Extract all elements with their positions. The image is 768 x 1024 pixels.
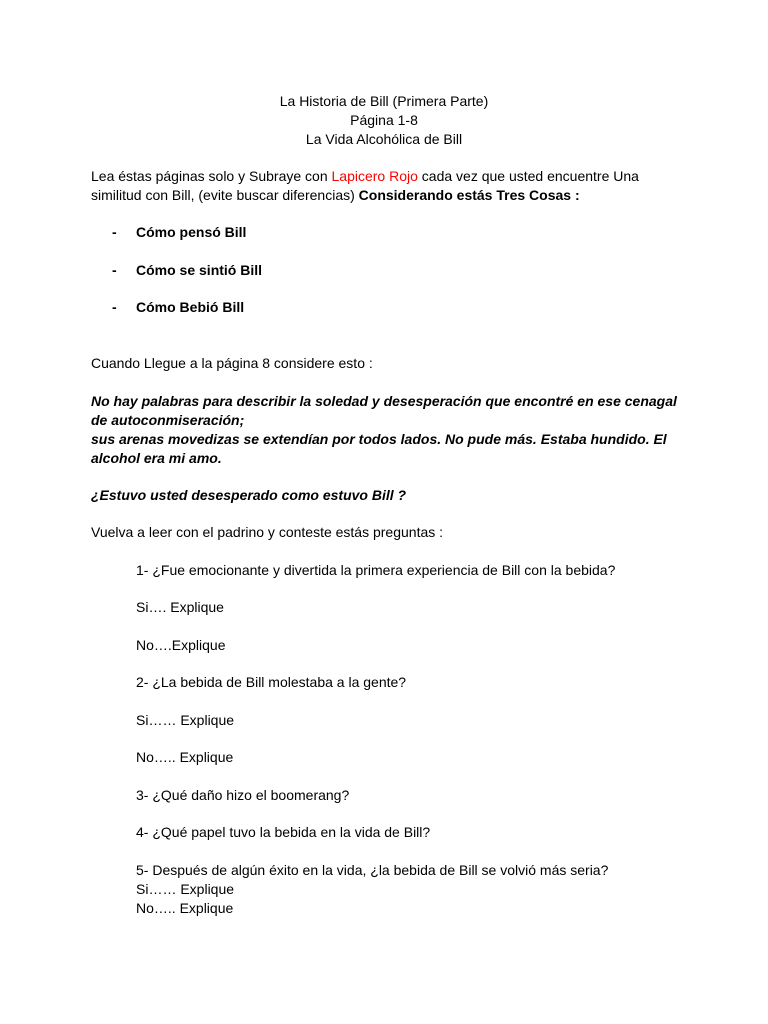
intro-line-2	[91, 187, 580, 203]
question-2-no: No….. Explique	[136, 749, 234, 765]
intro-text-2: cada vez que usted encuentre Una	[417, 168, 639, 184]
intro-bold-text: Considerando estás Tres Cosas :	[358, 187, 580, 203]
document-subtitle: La Vida Alcohólica de Bill	[305, 131, 463, 147]
bullet-item-3: Cómo Bebió Bill	[136, 299, 245, 315]
question-1-no: No….Explique	[136, 637, 226, 653]
intro-highlight: Lapicero Rojo	[331, 168, 418, 184]
question-5-yes: Si…… Explique	[136, 881, 235, 897]
question-2: 2- ¿La bebida de Bill molestaba a la gente?	[136, 674, 407, 690]
quote-line-1: No hay palabras para describir la soledad y desesperación que encontré en ese cenagal	[91, 393, 677, 409]
quote-line-3: sus arenas movedizas se extendían por todos lados. No pude más. Estaba hundido. El	[91, 431, 667, 447]
bullet-dash-2: -	[112, 262, 117, 278]
question-2-yes: Si…… Explique	[136, 712, 235, 728]
page-range: Página 1-8	[350, 112, 418, 128]
quote-line-4: alcohol era mi amo.	[91, 450, 222, 466]
question-5: 5- Después de algún éxito en la vida, ¿la bebida de Bill se volvió más seria?	[136, 862, 609, 878]
intro-text-1: Lea éstas páginas solo y Subraye con	[91, 168, 332, 184]
bullet-item-1: Cómo pensó Bill	[136, 224, 247, 240]
question-1-yes: Si…. Explique	[136, 599, 224, 615]
question-5-no: No….. Explique	[136, 900, 234, 916]
bullet-dash-3: -	[112, 299, 117, 315]
intro-line-1	[91, 168, 639, 184]
instructions: Vuelva a leer con el padrino y conteste estás preguntas :	[91, 524, 444, 540]
page8-note: Cuando Llegue a la página 8 considere esto :	[91, 355, 373, 371]
question-4: 4- ¿Qué papel tuvo la bebida en la vida de Bill?	[136, 824, 431, 840]
bullet-item-2: Cómo se sintió Bill	[136, 262, 263, 278]
main-question: ¿Estuvo usted desesperado como estuvo Bill ?	[91, 487, 407, 503]
question-3: 3- ¿Qué daño hizo el boomerang?	[136, 787, 350, 803]
bullet-dash-1: -	[112, 224, 117, 240]
quote-line-2: de autoconmiseración;	[91, 412, 245, 428]
intro-text-3: similitud con Bill, (evite buscar diferencias)	[91, 187, 359, 203]
document-title: La Historia de Bill (Primera Parte)	[279, 93, 489, 109]
question-1: 1- ¿Fue emocionante y divertida la primera experiencia de Bill con la bebida?	[136, 562, 616, 578]
